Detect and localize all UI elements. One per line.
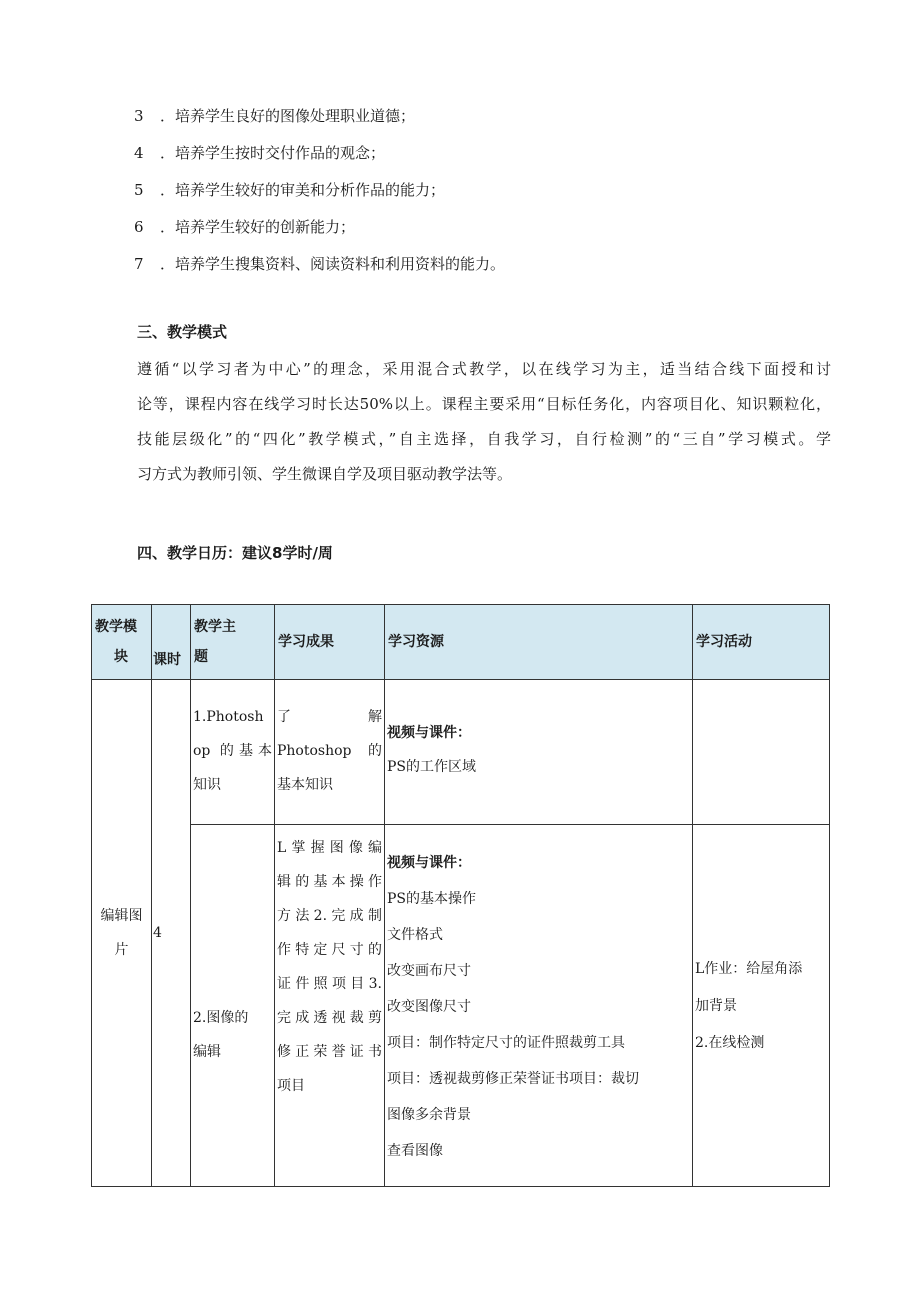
section-heading-teaching-calendar: 四、教学日历：建议8学时/周 — [137, 544, 333, 562]
paragraph-line: 技能层级化”的“四化”教学模式，”自主选择，自我学习，自行检测”的“三自”学习模式。学 — [137, 430, 831, 448]
cell-activity — [693, 680, 830, 825]
cell-hours: 4 — [152, 680, 191, 1187]
cell-resource: 视频与课件： PS的基本操作 文件格式 改变画布尺寸 改变图像尺寸 项目：制作特定尺寸的证件照裁剪工具 项目：透视裁剪修正荣誉证书项目：裁切 图像多余背景 查看图像 — [385, 825, 693, 1187]
list-text: ．培养学生良好的图像处理职业道德； — [160, 107, 416, 125]
header-resource: 学习资源 — [385, 605, 693, 680]
list-number: 5 — [134, 181, 144, 199]
cell-outcome: L掌握图像编 辑的基本操作 方法2.完成制 作特定尺寸的 证件照项目3. 完成透视裁剪 修正荣誉证书 项目 — [275, 825, 385, 1187]
list-text: ．培养学生较好的审美和分析作品的能力； — [160, 181, 446, 199]
cell-outcome: 了 解 Photoshop 的 基本知识 — [275, 680, 385, 825]
teaching-calendar-table — [91, 604, 830, 1187]
header-outcome: 学习成果 — [275, 605, 385, 680]
paragraph-line: 遵循“以学习者为中心”的理念，采用混合式教学，以在线学习为主，适当结合线下面授和讨 — [137, 360, 831, 378]
list-number: 3 — [134, 107, 144, 125]
table-row — [92, 825, 830, 1187]
header-hours: 课时 — [152, 605, 191, 680]
list-text: ．培养学生按时交付作品的观念； — [160, 144, 386, 162]
list-text: ．培养学生搜集资料、阅读资料和利用资料的能力。 — [160, 255, 506, 273]
cell-activity: L作业：给屋角添 加背景 2.在线检测 — [693, 825, 830, 1187]
cell-resource: 视频与课件： PS的工作区域 — [385, 680, 693, 825]
cell-topic: 1.Photosh op 的基本 知识 — [191, 680, 275, 825]
header-activity: 学习活动 — [693, 605, 830, 680]
list-number: 7 — [134, 255, 144, 273]
section-heading-teaching-mode: 三、教学模式 — [137, 323, 228, 341]
table-row — [92, 680, 830, 825]
paragraph-line: 论等，课程内容在线学习时长达50%以上。课程主要采用“目标任务化，内容项目化、知识颗粒化， — [137, 395, 831, 413]
list-number: 6 — [134, 218, 144, 236]
cell-module: 编辑图 片 — [92, 680, 152, 1187]
paragraph-line: 习方式为教师引领、学生微课自学及项目驱动教学法等。 — [137, 465, 513, 483]
list-text: ．培养学生较好的创新能力； — [160, 218, 356, 236]
cell-topic: 2.图像的 编辑 — [191, 825, 275, 1187]
teaching-mode-paragraph — [137, 352, 831, 492]
header-topic: 教学主 题 — [191, 605, 275, 680]
table-header-row — [92, 605, 830, 680]
list-number: 4 — [134, 144, 144, 162]
header-module: 教学模 块 — [92, 605, 152, 680]
